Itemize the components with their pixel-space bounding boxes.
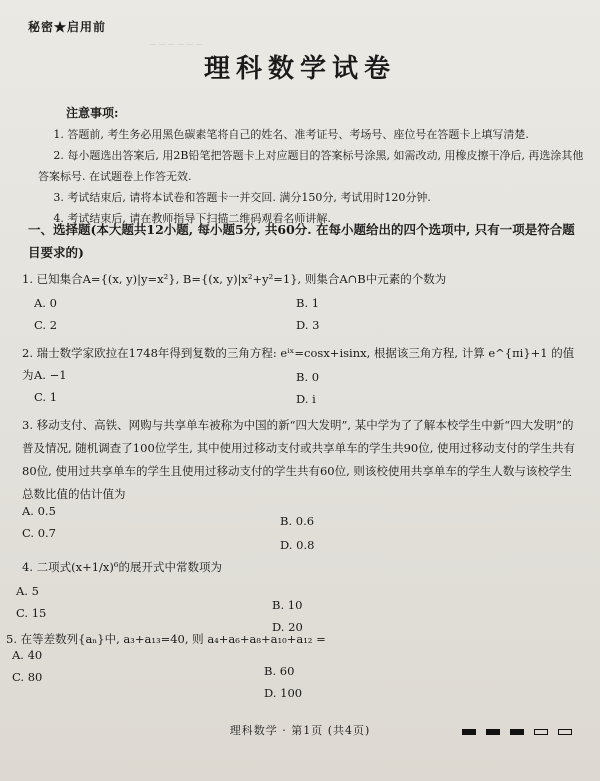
option-a: A. −1 — [34, 368, 67, 382]
alignment-mark — [486, 729, 500, 735]
question-stem: 4. 二项式(x+1/x)⁶的展开式中常数项为 — [22, 560, 223, 574]
alignment-mark — [510, 729, 524, 735]
notice-item: 1. 答题前, 考生务必用黑色碳素笔将自己的姓名、准考证号、考场号、座位号在答题卡上填写清楚. — [53, 128, 529, 141]
option-a: A. 40 — [12, 648, 43, 662]
option-b: B. 0.6 — [280, 514, 315, 528]
section-heading: 一、选择题(本大题共12小题, 每小题5分, 共60分. 在每小题给出的四个选项中, 只有一项是符合题目要求的) — [28, 222, 575, 260]
notice-heading: 注意事项: — [66, 106, 119, 120]
option-b: B. 0 — [296, 370, 320, 384]
option-d: D. i — [296, 392, 316, 406]
alignment-mark — [534, 729, 548, 735]
option-c: C. 2 — [34, 318, 58, 332]
question-stem: 3. 移动支付、高铁、网购与共享单车被称为中国的新“四大发明”, 某中学为了了解本校学生中新“四大发明”的普及情况, 随机调查了100位学生, 其中使用过移动支付或共享单车的学生共90位, 使用过移动支付的学生共有80位, 使用过共享单车的学生且使用过移动支付的学生共有60位, 则该校使用共享单车的学生人数与该校学生总数比值的估计值为 — [22, 418, 576, 501]
option-b: B. 60 — [264, 664, 295, 678]
question-stem: 1. 已知集合A={(x, y)|y=x²}, B={(x, y)|x²+y²=1}, 则集合A∩B中元素的个数为 — [22, 272, 447, 286]
notice-item: 2. 每小题选出答案后, 用2B铅笔把答题卡上对应题目的答案标号涂黑, 如需改动, 用橡皮擦干净后, 再选涂其他答案标号. 在试题卷上作答无效. — [38, 149, 584, 183]
secret-mark: 秘密★启用前 — [28, 20, 107, 34]
page-title: 理科数学试卷 — [203, 54, 396, 84]
notice-list — [38, 124, 586, 229]
alignment-mark — [462, 729, 476, 735]
option-d: D. 100 — [264, 686, 303, 700]
option-c: C. 0.7 — [22, 526, 56, 540]
option-b: B. 10 — [272, 598, 303, 612]
option-a: A. 0.5 — [22, 504, 56, 518]
question-stem: 2. 瑞士数学家欧拉在1748年得到复数的三角方程: eⁱˣ=cosx+isinx, 根据该三角方程, 计算 e^{πi}+1 的值为 — [22, 346, 575, 382]
option-c: C. 1 — [34, 390, 58, 404]
option-d: D. 0.8 — [280, 538, 315, 552]
page-footer: 理科数学 · 第1页 (共4页) — [229, 724, 371, 737]
alignment-mark — [558, 729, 572, 735]
option-d: D. 20 — [272, 620, 303, 634]
notice-item: 4. 考试结束后, 请在教师指导下扫描二维码观看名师讲解. — [53, 212, 331, 225]
option-b: B. 1 — [296, 296, 320, 310]
bleed-through-text: ─ ─ ─ ─ ─ ─ — [150, 40, 203, 51]
option-a: A. 5 — [16, 584, 39, 598]
option-d: D. 3 — [296, 318, 320, 332]
option-c: C. 80 — [12, 670, 43, 684]
option-a: A. 0 — [34, 296, 57, 310]
alignment-marks — [462, 720, 577, 739]
notice-item: 3. 考试结束后, 请将本试卷和答题卡一并交回. 满分150分, 考试用时120分钟. — [53, 191, 431, 204]
option-c: C. 15 — [16, 606, 47, 620]
question-stem: 5. 在等差数列{aₙ}中, a₃+a₁₃=40, 则 a₄+a₆+a₈+a₁₀+a₁₂ = — [6, 632, 326, 646]
